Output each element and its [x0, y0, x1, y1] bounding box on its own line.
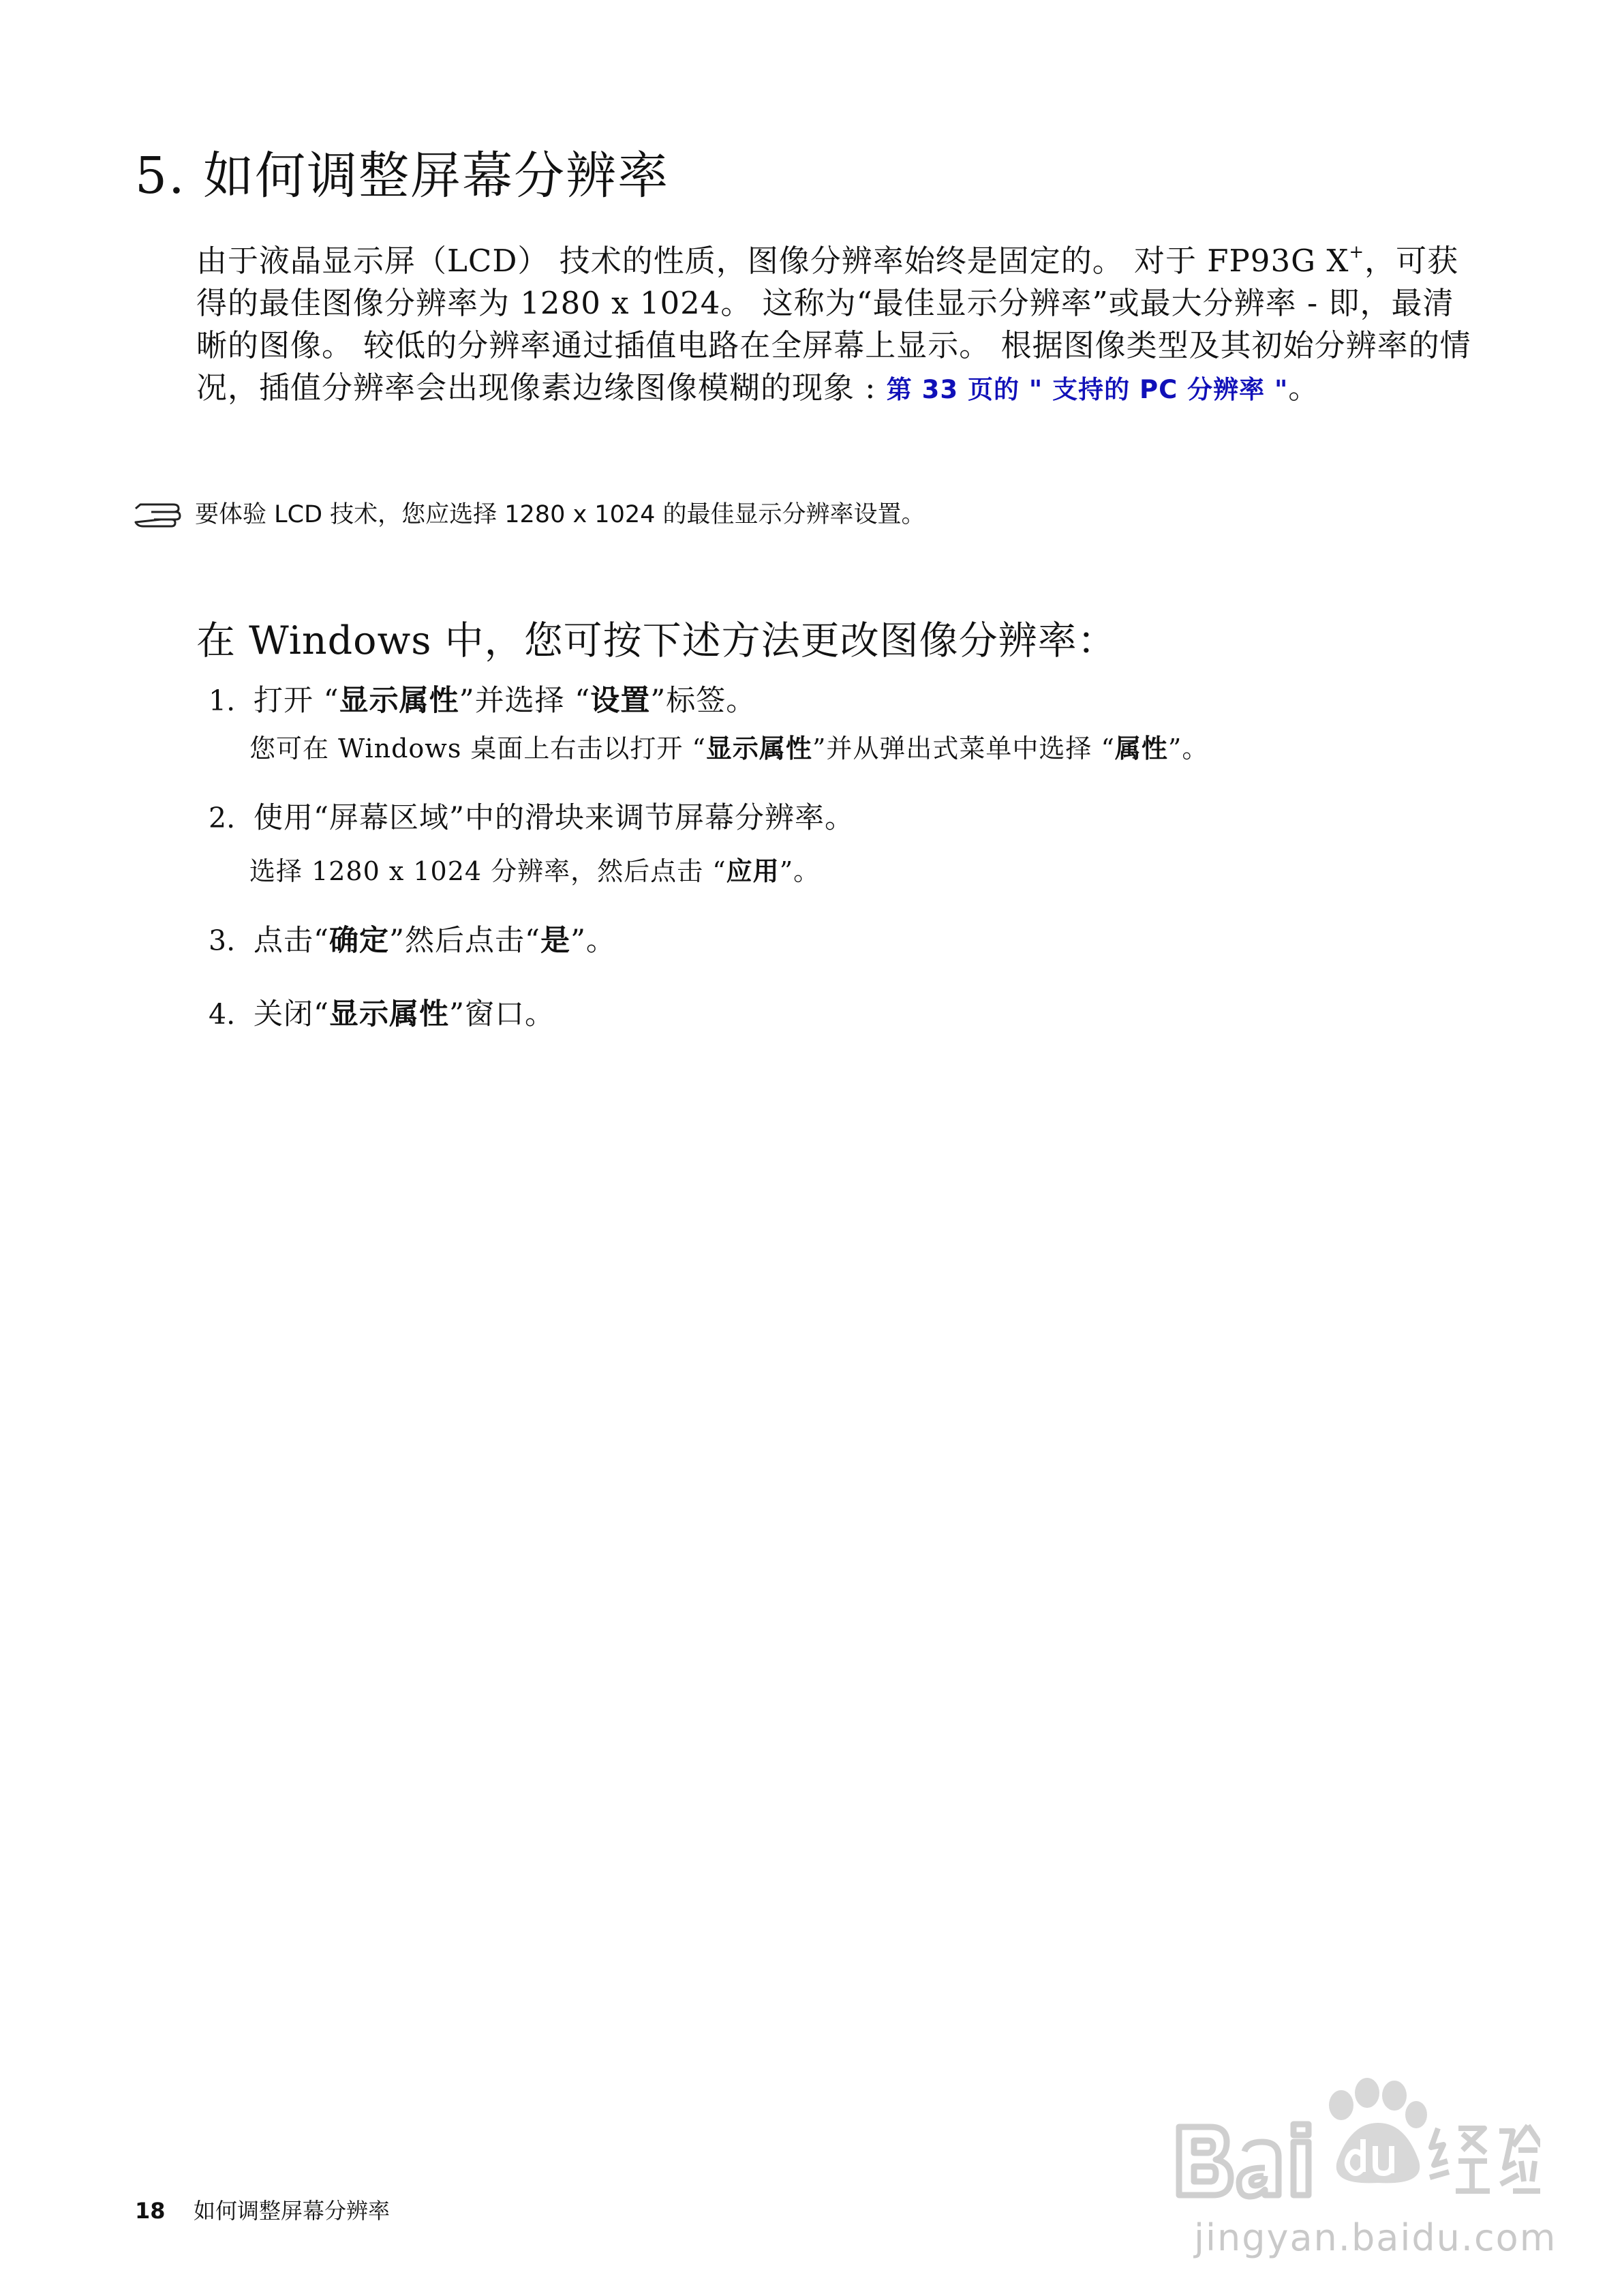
step-4-text	[254, 994, 555, 1035]
step-3-number: 3.	[209, 924, 236, 957]
step-1-bold-b: 设置	[590, 684, 651, 718]
intro-text-1: 由于液晶显示屏（LCD） 技术的性质，图像分辨率始终是固定的。 对于 FP93G X	[196, 243, 1349, 279]
page-number: 18	[135, 2198, 166, 2224]
step-1-detail-a: 您可在 Windows 桌面上右击以打开 “	[249, 734, 706, 764]
step-1-text-c: ”标签。	[650, 684, 756, 718]
step-4-text-b: ”窗口。	[448, 997, 555, 1031]
step-3-bold-b: 是	[540, 924, 570, 958]
baidu-jingyan-watermark-logo	[1159, 2066, 1540, 2222]
step-1-detail	[249, 729, 1208, 768]
footer-title: 如何调整屏幕分辨率	[194, 2198, 391, 2224]
step-2-detail-a: 选择 1280 x 1024 分辨率，然后点击 “	[249, 856, 726, 886]
step-4-bold-a: 显示属性	[328, 997, 449, 1031]
pointing-hand-icon	[134, 499, 187, 529]
step-1-bold-a: 显示属性	[339, 684, 459, 718]
step-4-text-a: 关闭“	[254, 997, 329, 1031]
section-subheading: 在 Windows 中，您可按下述方法更改图像分辨率：	[196, 618, 1117, 663]
step-1-detail-c: ”。	[1167, 734, 1209, 764]
step-3-text	[254, 920, 616, 961]
step-4-number: 4.	[209, 998, 236, 1031]
step-2-detail-bold-a: 应用	[726, 856, 780, 886]
intro-text-2: ，可获得的最佳图像分辨率为 1280 x 1024。 这称为“最佳显示分辨率”或最大分辨率 - 即，最清晰的图像。 较低的分辨率通过插值电路在全屏幕上显示。 根据图像类型及其初始分辨率的情况，插值分辨率会出现像素边缘图像模糊的现象 :	[196, 243, 1471, 406]
step-1-detail-b: ”并从弹出式菜单中选择 “	[812, 734, 1115, 764]
step-1-number: 1.	[209, 684, 236, 717]
step-1-detail-bold-b: 属性	[1114, 733, 1168, 764]
step-3-bold-a: 确定	[328, 924, 389, 958]
step-1-text-b: ”并选择 “	[459, 684, 591, 718]
step-1-text	[254, 680, 756, 721]
step-3-text-a: 点击“	[254, 924, 329, 958]
watermark-url: jingyan.baidu.com	[1194, 2216, 1557, 2259]
cross-reference-link[interactable]: 第 33 页的 " 支持的 PC 分辨率 "	[886, 375, 1289, 404]
step-1-text-a: 打开 “	[254, 684, 339, 718]
step-2-detail-b: ”。	[779, 856, 821, 886]
intro-end: 。	[1288, 369, 1320, 406]
step-3-text-b: ”然后点击“	[388, 924, 540, 958]
intro-paragraph	[196, 240, 1484, 411]
step-2-detail	[249, 852, 820, 890]
note-text: 要体验 LCD 技术，您应选择 1280 x 1024 的最佳显示分辨率设置。	[195, 501, 925, 528]
step-3-text-c: ”。	[570, 924, 616, 958]
step-2-number: 2.	[209, 802, 236, 834]
step-1-detail-bold-a: 显示属性	[705, 733, 812, 764]
intro-superscript: +	[1349, 242, 1365, 262]
chapter-title: 5. 如何调整屏幕分辨率	[135, 147, 670, 205]
step-2-text: 使用“屏幕区域”中的滑块来调节屏幕分辨率。	[254, 801, 855, 835]
